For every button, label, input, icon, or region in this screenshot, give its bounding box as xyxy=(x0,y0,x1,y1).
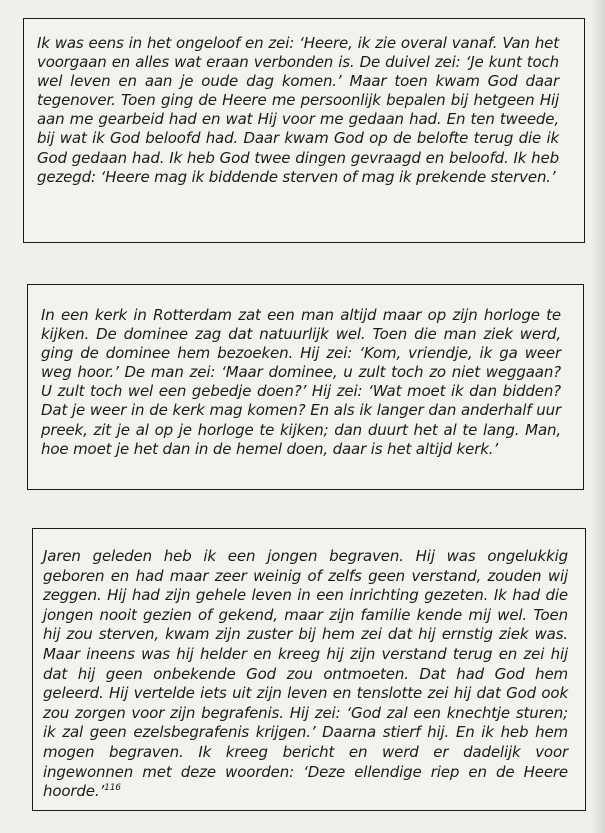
text-box-3 xyxy=(32,528,586,811)
text-box-1 xyxy=(23,18,585,243)
passage-3-body: Jaren geleden heb ik een jongen begraven. Hij was ongelukkig geboren en had maar zeer weinig of zelfs geen verstand, zouden wij zeggen. Hij had zijn gehele leven in een inrichting gezeten. Ik had die jongen nooit gezien of gekend, maar zijn familie kende mij wel. Toen hij zou sterven, kwam zijn zuster bij hem zei dat hij ernstig ziek was. Maar ineens was hij helder en kreeg hij zijn verstand terug en zei hij dat hij geen onbekende God zou ontmoeten. Dat had God hem geleerd. Hij vertelde iets uit zijn leven en tenslotte zei hij dat God ook zou zorgen voor zijn begrafenis. Hij zei: ‘God zal een knechtje sturen; ik zal geen ezelsbegrafenis krijgen.’ Daarna stierf hij. En ik heb hem mogen begraven. Ik kreeg bericht en werd er dadelijk voor ingewonnen met deze woorden: ‘Deze ellendige riep en de Heere hoorde.’ xyxy=(43,547,568,801)
passage-1-text: Ik was eens in het ongeloof en zei: ‘Heere, ik zie overal vanaf. Van het voorgaan en alles wat eraan verbonden is. De duivel zei: ‘Je kunt toch wel leven en aan je oude dag komen.’ Maar toen kwam God daar tegenover. Toen ging de Heere me persoonlijk bepalen bij hetgeen Hij aan me gearbeid had en wat Hij voor me gedaan had. En ten tweede, bij wat ik God beloofd had. Daar kwam God op de belofte terug die ik God gedaan had. Ik heb God twee dingen gevraagd en beloofd. Ik heb gezegd: ‘Heere mag ik biddende sterven of mag ik prekende sterven.’ xyxy=(37,34,559,186)
text-box-2 xyxy=(27,284,584,490)
footnote-marker: 116 xyxy=(104,783,121,794)
page-edge-shadow xyxy=(591,0,605,833)
passage-2-text: In een kerk in Rotterdam zat een man altijd maar op zijn horloge te kijken. De dominee zag dat natuurlijk wel. Toen die man ziek werd, ging de dominee hem bezoeken. Hij zei: ‘Kom, vriendje, ik ga weer weg hoor.’ De man zei: ‘Maar dominee, u zult toch zo niet weggaan? U zult toch wel een gebedje doen?’ Hij zei: ‘Wat moet ik dan bidden? Dat je weer in de kerk mag komen? En als ik langer dan anderhalf uur preek, zit je al op je horloge te kijken; dan duurt het al te lang. Man, hoe moet je het dan in de hemel doen, daar is het altijd kerk.’ xyxy=(41,306,561,458)
passage-3-text xyxy=(43,547,568,802)
